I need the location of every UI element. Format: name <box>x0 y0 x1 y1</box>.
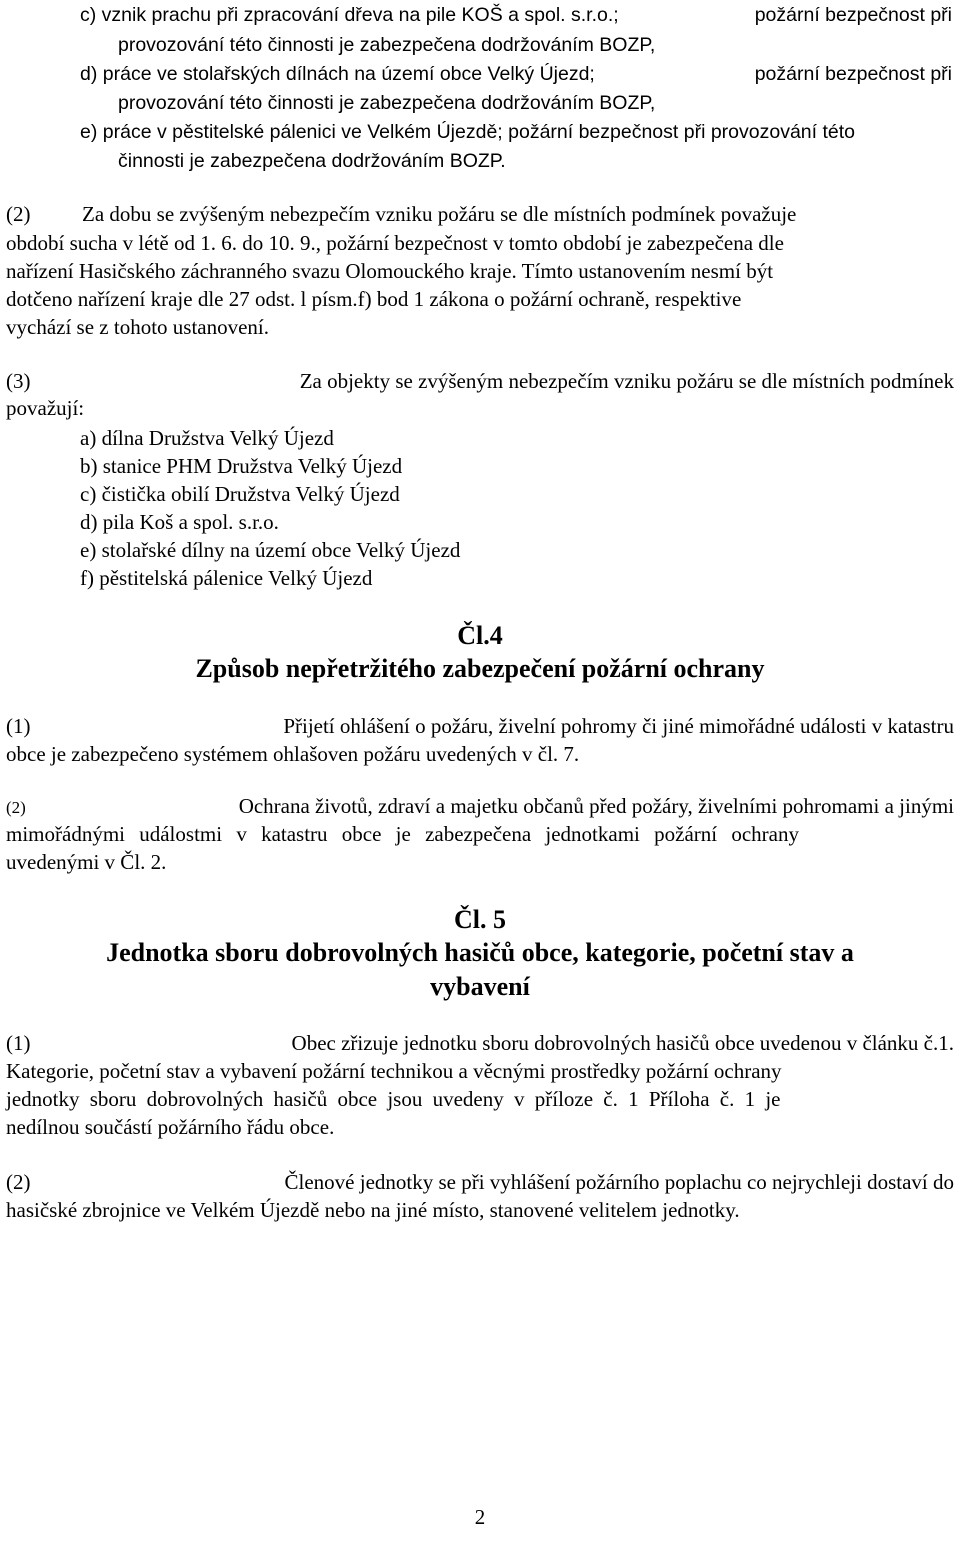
list-item-c-line2: provozování této činnosti je zabezpečena dodržováním BOZP, <box>118 34 656 56</box>
article4-p1-text: Přijetí ohlášení o požáru, živelní pohromy či jiné mimořádné události v katastru <box>283 714 954 738</box>
article5-title-line2: vybavení <box>430 972 530 1001</box>
object-list-item: b) stanice PHM Družstva Velký Újezd <box>80 454 403 478</box>
object-list-item: e) stolařské dílny na území obce Velký Újezd <box>80 538 461 562</box>
list-item-e-line2: činnosti je zabezpečena dodržováním BOZP. <box>118 150 506 172</box>
article5-p1-line3: jednotky sboru dobrovolných hasičů obce jsou uvedeny v příloze č. 1 Příloha č. 1 je <box>6 1087 781 1111</box>
list-item-c-text-end: požární bezpečnost při <box>754 4 952 26</box>
object-list-item: a) dílna Družstva Velký Újezd <box>80 426 334 450</box>
para3-number: (3) <box>6 369 31 393</box>
article5-number: Čl. 5 <box>454 905 506 934</box>
para2-number: (2) <box>6 202 31 226</box>
article5-p2-text: Členové jednotky se při vyhlášení požárního poplachu co nejrychleji dostaví do <box>284 1170 954 1194</box>
article4-number: Čl.4 <box>457 621 503 650</box>
article4-p2-number: (2) <box>6 798 26 817</box>
para2-line4: dotčeno nařízení kraje dle 27 odst. l písm.f) bod 1 zákona o požární ochraně, respektive <box>6 287 742 311</box>
list-item-d-text-end: požární bezpečnost při <box>754 63 952 85</box>
article4-p1-line1 <box>6 716 954 737</box>
page-number: 2 <box>474 1505 486 1529</box>
article5-p1-line1 <box>6 1033 954 1054</box>
article5-p2-line1 <box>6 1172 954 1193</box>
para3-line2: považují: <box>6 396 85 420</box>
article4-p2-line3: uvedenými v Čl. 2. <box>6 850 167 874</box>
object-list-item: d) pila Koš a spol. s.r.o. <box>80 510 279 534</box>
article5-p1-line4: nedílnou součástí požárního řádu obce. <box>6 1115 335 1139</box>
object-list-item: f) pěstitelská pálenice Velký Újezd <box>80 566 373 590</box>
article5-p2-line2: hasičské zbrojnice ve Velkém Újezdě nebo na jiné místo, stanovené velitelem jednotky. <box>6 1198 740 1222</box>
para2-line2: období sucha v létě od 1. 6. do 10. 9., požární bezpečnost v tomto období je zabezpečena dle <box>6 231 784 255</box>
article5-p1-text: Obec zřizuje jednotku sboru dobrovolných hasičů obce uvedenou v článku č.1. <box>291 1031 954 1055</box>
article5-p1-number: (1) <box>6 1031 31 1055</box>
para2-line1 <box>6 204 796 225</box>
list-item-d-text: d) práce ve stolařských dílnách na území obce Velký Újezd; <box>80 63 595 85</box>
list-item-c-line1 <box>80 6 952 26</box>
list-item-d-line2: provozování této činnosti je zabezpečena dodržováním BOZP, <box>118 92 656 114</box>
article5-title-line1: Jednotka sboru dobrovolných hasičů obce, kategorie, početní stav a <box>106 938 854 967</box>
para2-text: Za dobu se zvýšeným nebezpečím vzniku požáru se dle místních podmínek považuje <box>82 202 797 226</box>
para3-line1 <box>6 371 954 392</box>
para2-line5: vychází se z tohoto ustanovení. <box>6 315 270 339</box>
article4-p2-text: Ochrana životů, zdraví a majetku občanů před požáry, živelními pohromami a jinými <box>238 794 954 818</box>
article4-title: Způsob nepřetržitého zabezpečení požární ochrany <box>195 654 765 683</box>
list-item-c-text: c) vznik prachu při zpracování dřeva na pile KOŠ a spol. s.r.o.; <box>80 4 619 26</box>
list-item-d-line1 <box>80 65 952 85</box>
article4-p2-line2: mimořádnými událostmi v katastru obce je zabezpečena jednotkami požární ochrany <box>6 822 799 846</box>
article5-p2-number: (2) <box>6 1170 31 1194</box>
object-list-item: c) čistička obilí Družstva Velký Újezd <box>80 482 400 506</box>
para3-text: Za objekty se zvýšeným nebezpečím vzniku požáru se dle místních podmínek <box>299 369 954 393</box>
article4-p1-number: (1) <box>6 714 31 738</box>
article5-p1-line2: Kategorie, početní stav a vybavení požární technikou a věcnými prostředky požární ochrany <box>6 1059 782 1083</box>
list-item-e-line1: e) práce v pěstitelské pálenici ve Velkém Újezdě; požární bezpečnost při provozování této <box>80 121 856 143</box>
article4-p1-line2: obce je zabezpečeno systémem ohlašoven požáru uvedených v čl. 7. <box>6 742 580 766</box>
para2-line3: nařízení Hasičského záchranného svazu Olomouckého kraje. Tímto ustanovením nesmí být <box>6 259 774 283</box>
article4-p2-line1 <box>6 796 954 817</box>
